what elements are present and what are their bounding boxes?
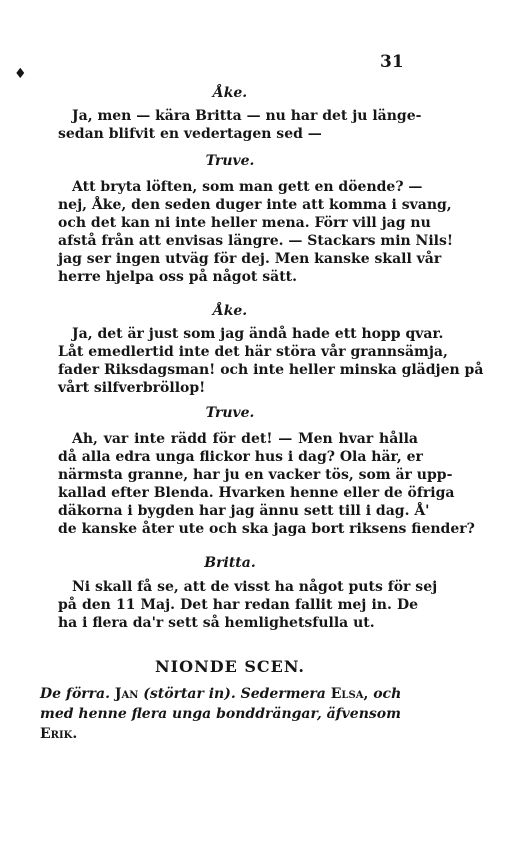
stage-text: De förra. [40, 686, 110, 702]
speaker-label: Truve. [205, 405, 255, 421]
speaker-label: Britta. [204, 555, 256, 571]
text-line: Ah, var inte rädd för det! — Men hvar hålla [72, 431, 418, 447]
dialogue-paragraph [58, 325, 484, 397]
text-line: då alla edra unga flickor hus i dag? Ola här, er [58, 449, 423, 465]
text-line: de kanske åter ute och ska jaga bort riksens fiender? [58, 521, 475, 537]
text-line: Låt emedlertid inte det här störa vår grannsämja, [58, 344, 448, 360]
stage-text: Sedermera [240, 686, 326, 702]
dialogue-paragraph [58, 430, 475, 538]
text-line: på den 11 Maj. Det har redan fallit mej in. De [58, 597, 418, 613]
dialogue-paragraph [58, 107, 422, 143]
text-line: vårt silfverbröllop! [58, 380, 206, 396]
character-name: Erik. [40, 726, 78, 742]
text-line: sedan blifvit en vedertagen sed — [58, 126, 322, 142]
text-line: kallad efter Blenda. Hvarken henne eller de öfriga [58, 485, 455, 501]
stage-text: och med henne flera unga bonddrängar, äfvensom [40, 686, 402, 722]
character-name: Elsa, [330, 686, 369, 702]
dialogue-paragraph [58, 578, 438, 632]
text-line: fader Riksdagsman! och inte heller minska glädjen på [58, 362, 484, 378]
stage-direction [40, 684, 420, 744]
speaker-label: Åke. [212, 303, 248, 319]
dialogue-paragraph [58, 178, 454, 286]
text-line: Ja, det är just som jag ändå hade ett hopp qvar. [72, 326, 444, 342]
character-name: Jan [114, 686, 139, 702]
text-line: och det kan ni inte heller mena. Förr vill jag nu [58, 215, 431, 231]
speaker-label: Åke. [212, 85, 248, 101]
text-line: Ni skall få se, att de visst ha något puts för sej [72, 579, 438, 595]
scene-heading: NIONDE SCEN. [155, 657, 305, 676]
text-line: ha i flera da'r sett så hemlighetsfulla ut. [58, 615, 375, 631]
text-line: Ja, men — kära Britta — nu har det ju länge- [72, 108, 422, 124]
text-line: däkorna i bygden har jag ännu sett till i dag. Å' [58, 503, 430, 519]
text-line: Att bryta löften, som man gett en döende? — [72, 179, 423, 195]
page-number: 31 [380, 52, 404, 72]
speaker-label: Truve. [205, 153, 255, 169]
text-line: afstå från att envisas längre. — Stackars min Nils! [58, 233, 454, 249]
text-line: jag ser ingen utväg för dej. Men kanske skall vår [58, 251, 442, 267]
text-line: närmsta granne, har ju en vacker tös, som är upp- [58, 467, 453, 483]
stage-text: (störtar in). [143, 686, 236, 702]
text-line: herre hjelpa oss på något sätt. [58, 269, 298, 285]
text-line: nej, Åke, den seden duger inte att komma i svang, [58, 197, 452, 213]
margin-mark: ♦ [14, 66, 27, 82]
